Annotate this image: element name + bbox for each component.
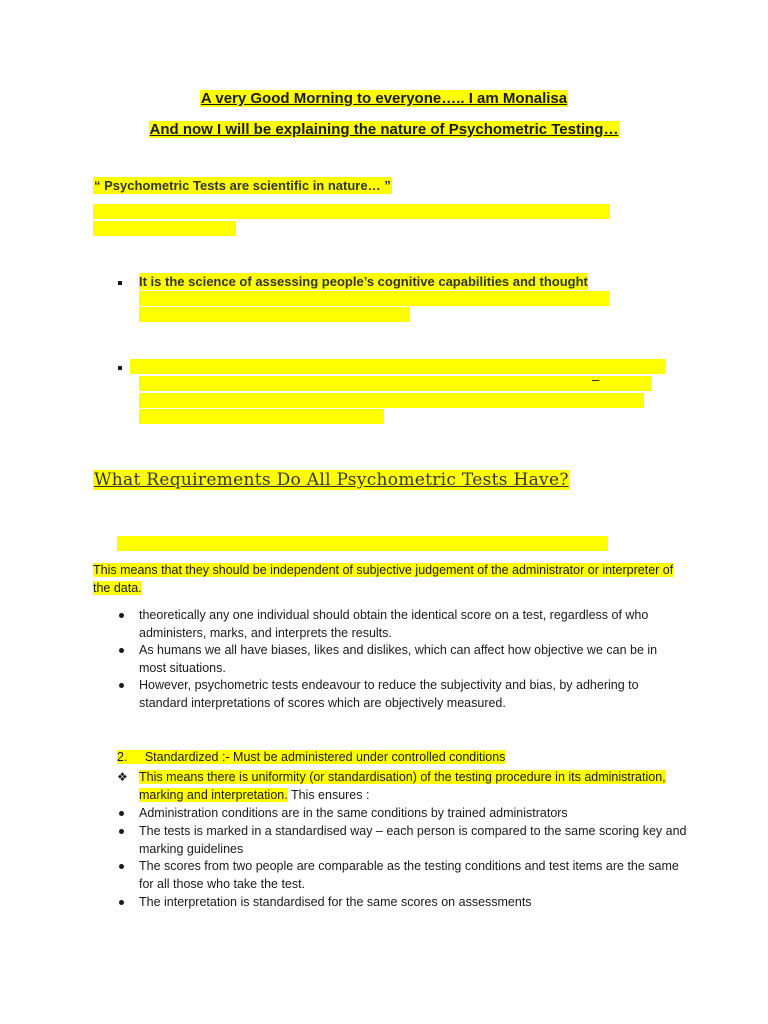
subtitle-text: And now I will be explaining the nature of Psychometric Testing…	[149, 121, 619, 138]
diamond-bullet-icon: ❖	[117, 770, 128, 784]
list-item: theoretically any one individual should obtain the identical score on a test, regardless of who administers, marks, and interprets the results.	[117, 607, 687, 642]
means-tail-text: This ensures :	[287, 788, 370, 802]
greeting-title	[0, 89, 768, 108]
objective-paragraph	[93, 561, 693, 597]
standardized-text: Standardized :- Must be administered under controlled conditions	[144, 750, 506, 764]
quote-text: “ Psychometric Tests are scientific in nature… ”	[94, 178, 391, 193]
standardized-number: 2.	[117, 750, 128, 764]
means-highlighted-text: This means there is uniformity (or standardisation) of the testing procedure in its administration, marking and interpretation.	[139, 770, 666, 802]
standardized-item	[117, 750, 505, 764]
highlight-bar	[139, 376, 651, 391]
objective-paragraph-text: This means that they should be independent of subjective judgement of the administrator or interpreter of the data.	[93, 563, 674, 595]
bullet-text	[139, 274, 588, 289]
list-item: Administration conditions are in the same conditions by trained administrators	[117, 805, 687, 823]
greeting-title-text: A very Good Morning to everyone….. I am Monalisa	[200, 90, 568, 107]
highlight-bar	[93, 204, 610, 219]
quote-line	[93, 178, 392, 193]
list-item: However, psychometric tests endeavour to reduce the subjectivity and bias, by adhering to standard interpretations of scores which are objectively measured.	[117, 677, 687, 712]
list-item: As humans we all have biases, likes and dislikes, which can affect how objective we can be in most situations.	[117, 642, 687, 677]
list-item: The scores from two people are comparable as the testing conditions and test items are the same for all those who take the test.	[117, 858, 687, 894]
bullet-text-content: It is the science of assessing people’s cognitive capabilities and thought	[139, 274, 588, 289]
subtitle	[0, 120, 768, 139]
highlight-bar	[117, 536, 608, 551]
square-bullet-icon	[118, 366, 122, 370]
dash-mark: –	[592, 372, 600, 387]
highlight-bar	[139, 307, 410, 322]
section-heading-text: What Requirements Do All Psychometric Tests Have?	[94, 470, 569, 490]
highlight-bar	[130, 359, 665, 374]
objective-list	[117, 607, 687, 713]
highlight-bar	[139, 291, 609, 306]
standardized-means	[117, 768, 677, 804]
section-heading	[93, 470, 570, 490]
list-item: The tests is marked in a standardised way – each person is compared to the same scoring key and marking guidelines	[117, 823, 687, 859]
standardized-list	[117, 805, 687, 912]
highlight-bar	[139, 393, 644, 408]
highlight-bar	[93, 221, 236, 236]
square-bullet-icon	[118, 281, 122, 285]
list-item: The interpretation is standardised for the same scores on assessments	[117, 894, 687, 912]
highlight-bar	[139, 409, 384, 424]
